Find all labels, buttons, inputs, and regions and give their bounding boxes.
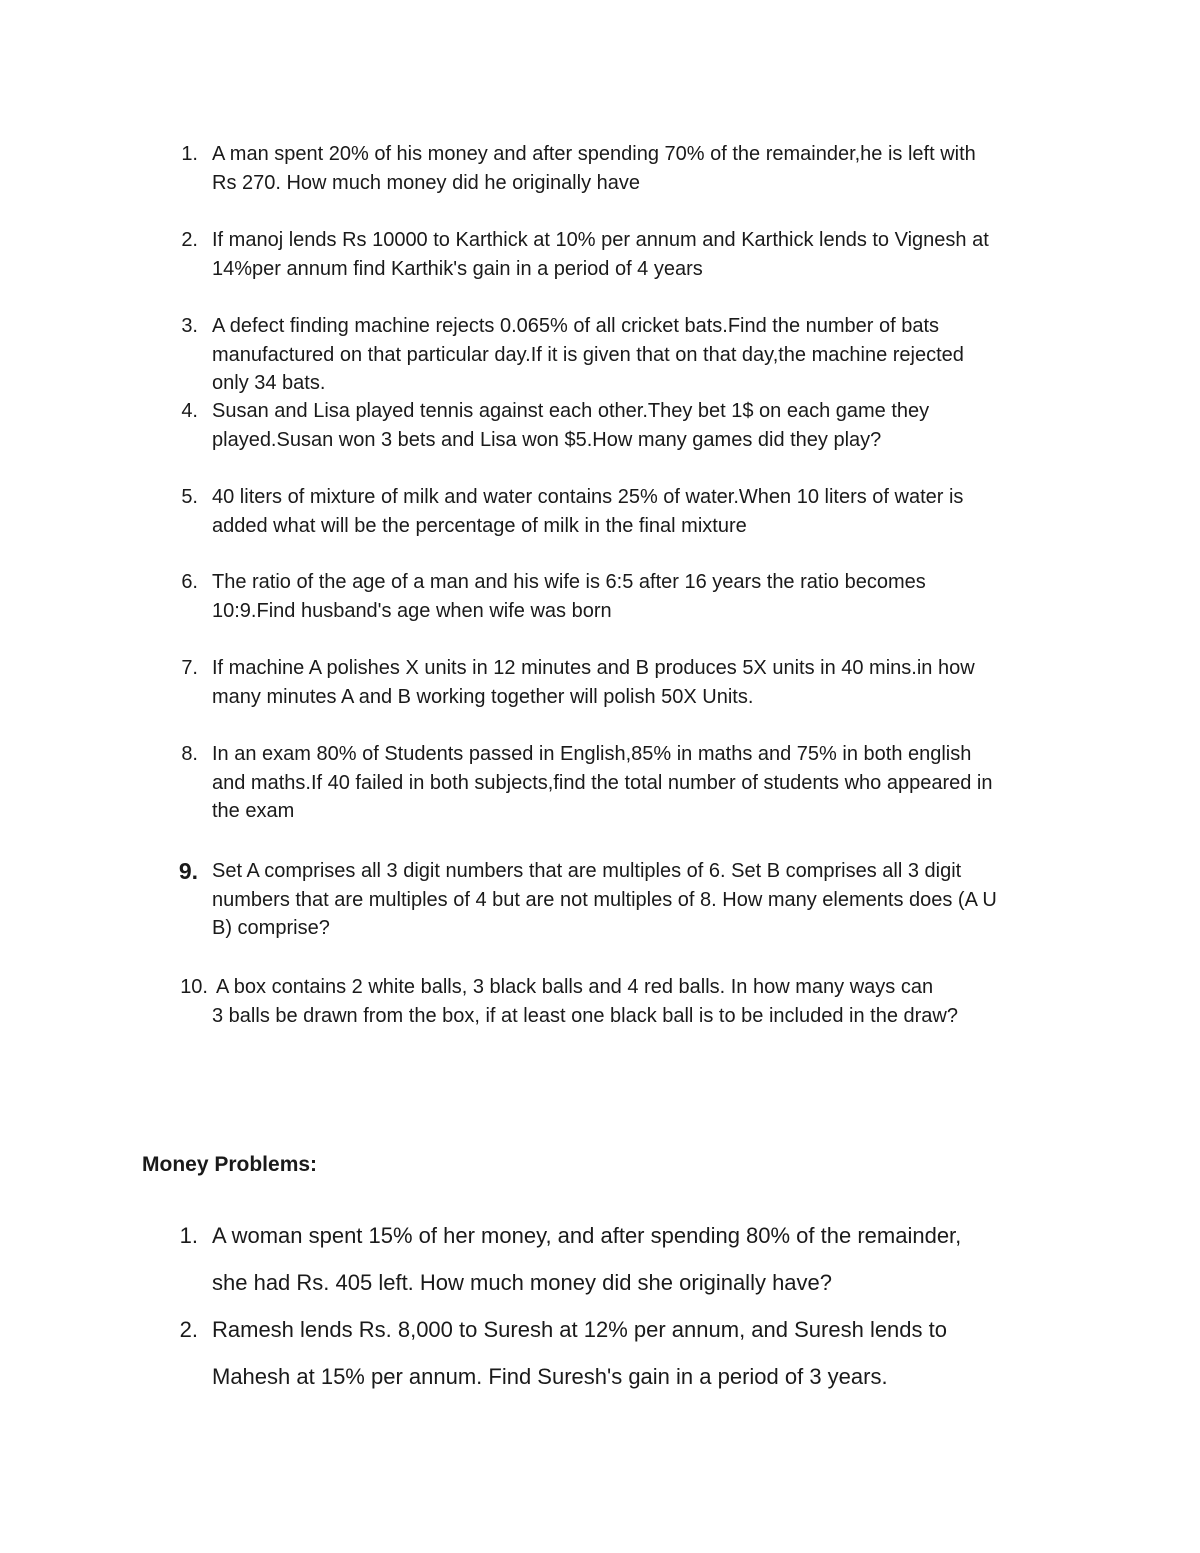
text-line: Mahesh at 15% per annum. Find Suresh's gain in a period of 3 years. <box>212 1364 888 1389</box>
text-line: played.Susan won 3 bets and Lisa won $5.How many games did they play? <box>212 428 882 451</box>
text-line: Ramesh lends Rs. 8,000 to Suresh at 12% per annum, and Suresh lends to <box>212 1317 947 1342</box>
text-line: Rs 270. How much money did he originally have <box>212 171 640 194</box>
item-number: 1. <box>181 143 198 165</box>
item-number: 10. <box>180 976 208 998</box>
item-text <box>212 1002 1072 1031</box>
item-number: 2. <box>181 229 198 251</box>
item-text <box>216 973 1076 1002</box>
text-line: If manoj lends Rs 10000 to Karthick at 10% per annum and Karthick lends to Vignesh at <box>212 229 989 251</box>
text-line: A defect finding machine rejects 0.065% of all cricket bats.Find the number of bats <box>212 315 940 337</box>
text-line: A woman spent 15% of her money, and after spending 80% of the remainder, <box>212 1223 962 1248</box>
text-line: added what will be the percentage of milk in the final mixture <box>212 514 747 537</box>
text-line: the exam <box>212 800 295 822</box>
item-text <box>212 654 1072 711</box>
item-number: 2. <box>179 1317 198 1342</box>
item-text <box>212 1212 1072 1306</box>
item-number: 7. <box>181 657 198 679</box>
item-number: 3. <box>181 315 198 337</box>
text-line: numbers that are multiples of 4 but are not multiples of 8. How many elements does (A U <box>212 888 997 911</box>
text-line: she had Rs. 405 left. How much money did she originally have? <box>212 1270 833 1295</box>
section-heading: Money Problems: <box>142 1153 318 1176</box>
text-line: 3 balls be drawn from the box, if at least one black ball is to be included in the draw? <box>212 1004 958 1027</box>
text-line: A box contains 2 white balls, 3 black balls and 4 red balls. In how many ways can <box>216 976 934 998</box>
item-number: 6. <box>181 571 198 593</box>
text-line: 10:9.Find husband's age when wife was born <box>212 599 612 622</box>
item-number: 5. <box>181 486 198 508</box>
text-line: A man spent 20% of his money and after spending 70% of the remainder,he is left with <box>212 143 976 165</box>
text-line: B) comprise? <box>212 917 330 939</box>
item-number: 8. <box>181 743 198 765</box>
text-line: and maths.If 40 failed in both subjects,find the total number of students who appeared in <box>212 771 993 794</box>
text-line: only 34 bats. <box>212 372 326 394</box>
item-number: 9. <box>178 858 198 884</box>
item-text <box>212 312 1072 398</box>
text-line: many minutes A and B working together will polish 50X Units. <box>212 685 754 708</box>
item-text <box>212 140 1072 197</box>
item-text <box>212 740 1072 826</box>
item-number: 4. <box>181 400 198 422</box>
text-line: In an exam 80% of Students passed in English,85% in maths and 75% in both english <box>212 743 972 765</box>
text-line: Set A comprises all 3 digit numbers that are multiples of 6. Set B comprises all 3 digit <box>212 860 962 882</box>
item-number: 1. <box>179 1223 198 1248</box>
item-text <box>212 857 1072 943</box>
text-line: Susan and Lisa played tennis against each other.They bet 1$ on each game they <box>212 400 930 422</box>
text-line: 40 liters of mixture of milk and water contains 25% of water.When 10 liters of water is <box>212 486 964 508</box>
text-line: The ratio of the age of a man and his wife is 6:5 after 16 years the ratio becomes <box>212 571 926 593</box>
item-text <box>212 568 1072 625</box>
text-line: If machine A polishes X units in 12 minutes and B produces 5X units in 40 mins.in how <box>212 657 975 679</box>
item-text <box>212 226 1072 283</box>
item-text <box>212 1306 1072 1400</box>
text-line: manufactured on that particular day.If it is given that on that day,the machine rejected <box>212 343 964 366</box>
text-line: 14%per annum find Karthik's gain in a period of 4 years <box>212 257 703 280</box>
item-text <box>212 483 1072 540</box>
item-text <box>212 397 1072 454</box>
